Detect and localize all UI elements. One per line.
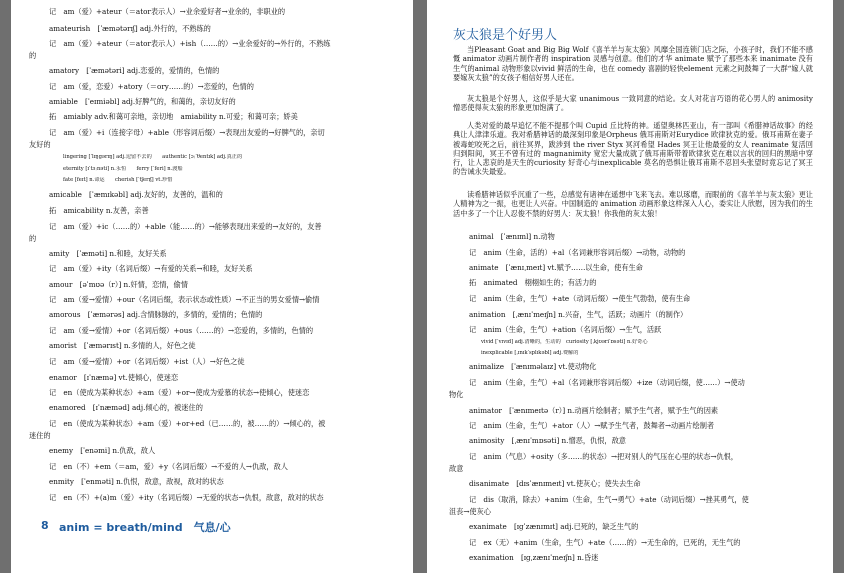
left-entry-line: amiable [ˈeɪmiəbl] adj.好脾气的，和蔼的，亲切友好的 bbox=[49, 97, 236, 106]
left-page bbox=[11, 0, 413, 573]
left-entry-line: enmity [ˈenməti] n.仇恨，敌意，敌视，敌对的状态 bbox=[49, 477, 224, 486]
left-entry-line: 记 am（爱→爱情）+or（名词后缀）+ist（人）→好色之徒 bbox=[49, 357, 245, 366]
left-entry-line: 记 am（爱）+ity（名词后缀）→有爱的关系→和睦，友好关系 bbox=[49, 264, 253, 273]
left-entry-line: 记 am（爱，恋爱）+atory（＝ory……的）→恋爱的，色情的 bbox=[49, 82, 254, 91]
right-entry-line: inexplicable [ˌɪnɪkˈsplɪkəbl] adj.费解的 bbox=[481, 350, 579, 356]
right-entry-line: exanimation [ɪgˌzænɪˈmeɪʃn] n.昏迷 bbox=[469, 553, 599, 562]
left-entry-line: amorist [ˈæmərɪst] n.多情的人，好色之徒 bbox=[49, 341, 196, 350]
right-entry-line: animosity [ˌænɪˈmɒsəti] n.憎恶，仇恨，敌意 bbox=[469, 436, 626, 445]
left-entry-line: 友好的 bbox=[29, 140, 51, 149]
right-entry-line: 拓 animated 栩栩如生的；有活力的 bbox=[469, 278, 597, 287]
left-entry-line: lingering [ˈlɪŋgərɪŋ] adj.逗留不去的 authentic [ɔːˈθentɪk] adj.真正的 bbox=[63, 154, 243, 160]
left-entry-line: 记 am（爱）+i（连接字母）+able（形容词后缀）→表现出友爱的→好脾气的，亲切 bbox=[49, 128, 325, 137]
section-title: anim = breath/mind 气息/心 bbox=[59, 521, 231, 534]
right-entry-line: 记 anim（生命，生气）+ator（人）→赋予生气者，鼓舞者→动画片绘制者 bbox=[469, 421, 715, 430]
right-entry-line: 记 anim（生命，生气）+ation（名词后缀）→生气，活跃 bbox=[469, 325, 662, 334]
left-entry-line: 记 en（使成为某种状态）+am（爱）+or→使成为爱慕的状态→使倾心，使迷恋 bbox=[49, 388, 310, 397]
right-entry-line: 敌意 bbox=[449, 464, 464, 473]
right-entry-line: 记 anim（气息）+osity（多……的状态）→把对别人的气压在心里的状态→仇恨， bbox=[469, 452, 738, 461]
right-entry-line: animator [ˈænɪmeɪtə（r）] n.动画片绘制者；赋予生气者，赋予生气的因素 bbox=[469, 406, 719, 415]
story-paragraph: 当Pleasant Goat and Big Big Wolf《喜羊羊与灰太狼》风靡全国连锁门店之际，小孩子时，我们不能不感慨 animator 动画片制作者的 inspiration 灵感与创意。他们的才华 animate 赋予了那些本来 inanimate 没有生气的animal 动物形象以vivid 鲜活的生命，也在 comedy 喜剧的轻快element 元素之间鼓舞了一大群“嫁人就要嫁灰太狼”的女孩子相信好男人还在。 bbox=[453, 45, 813, 82]
right-entry-line: 记 dis（取消，除去）+anim（生命，生气→勇气）+ate（动词后缀）→挫其勇气，使 bbox=[469, 495, 749, 504]
right-entry-line: animalize [ˈænɪməlaɪz] vt.使动物化 bbox=[469, 362, 597, 371]
right-entry-line: animate [ˈænɪˌmeɪt] vt.赋予……以生命，使有生命 bbox=[469, 263, 643, 272]
story-title: 灰太狼是个好男人 bbox=[453, 28, 558, 43]
story-paragraph: 灰太狼是个好男人，这似乎是大家 unanimous 一致同意的结论。女人对花言巧语的花心男人的 animosity 憎恶使得灰太狼的形象更加饱满了。 bbox=[453, 94, 813, 113]
right-entry-line: 沮丧→使灰心 bbox=[449, 507, 491, 516]
story-paragraph: 读希腊神话似乎沉重了一些，总感觉有诸神在遥想中飞来飞去。难以琢磨，而眼前的《喜羊羊与灰太狼》更让人精神为之一振，也更让人兴奋。中国制造的 animation 动画形象这样深入人心，委实让人欣慰，因为我们的生活中多了一个让人忍俊不禁的好男人：灰太狼！你我他的灰太狼！ bbox=[453, 190, 813, 218]
left-entry-line: 记 en（不）+(a)m（爱）+ity（名词后缀）→无爱的状态→仇恨，敌意，敌对的状态 bbox=[49, 493, 324, 502]
section-number: 8 bbox=[41, 519, 49, 532]
left-entry-line: 记 am（爱）+ateur（＝ator表示人）+ish（……的）→业余爱好的→外行的，不熟练 bbox=[49, 39, 331, 48]
left-entry-line: amorous [ˈæmərəs] adj.含情脉脉的，多情的，爱情的；色情的 bbox=[49, 310, 263, 319]
left-entry-line: 的 bbox=[29, 51, 37, 60]
right-entry-line: 物化 bbox=[449, 390, 464, 399]
left-entry-line: 拓 amicability n.友善，亲善 bbox=[49, 206, 149, 215]
left-entry-line: amity [ˈæməti] n.和睦，友好关系 bbox=[49, 249, 167, 258]
left-entry-line: 拓 amiably adv.和蔼可亲地，亲切地 amiability n.可爱；和蔼可亲；娇美 bbox=[49, 112, 298, 121]
left-entry-line: amicable [ˈæmɪkəbl] adj.友好的，友善的，温和的 bbox=[49, 190, 223, 199]
left-entry-line: fate [feɪt] n.命运 cherish [ˈtʃerɪʃ] vt.珍惜 bbox=[63, 177, 173, 183]
left-entry-line: 记 en（使成为某种状态）+am（爱）+or+ed（已……的，被……的）→倾心的，被 bbox=[49, 419, 326, 428]
right-entry-line: disanimate [dɪsˈænɪmeɪt] vt.使灰心；使失去生命 bbox=[469, 479, 641, 488]
left-entry-line: 记 am（爱）+ateur（＝ator表示人）→业余爱好者→业余的，非职业的 bbox=[49, 7, 286, 16]
left-entry-line: 的 bbox=[29, 234, 37, 243]
right-entry-line: 记 anim（生命，生气）+ate（动词后缀）→使生气勃勃，使有生命 bbox=[469, 294, 691, 303]
left-entry-line: amateurish [ˈæmətərɪʃ] adj.外行的，不熟练的 bbox=[49, 24, 211, 33]
right-entry-line: animal [ˈænɪml] n.动物 bbox=[469, 232, 555, 241]
right-entry-line: exanimate [ɪgˈzænɪmɪt] adj.已死的，缺乏生气的 bbox=[469, 522, 639, 531]
left-entry-line: enamored [ɪˈnæməd] adj.倾心的，被迷住的 bbox=[49, 403, 203, 412]
left-entry-line: eternity [ɪˈtɜːnəti] n.永恒 ferry [ˈferi] n.渡船 bbox=[63, 166, 183, 172]
right-entry-line: animation [ˌænɪˈmeɪʃn] n.兴奋，生气，活跃；动画片（的制作） bbox=[469, 310, 688, 319]
right-entry-line: 记 ex（无）+anim（生命，生气）+ate（……的）→无生命的，已死的，无生气的 bbox=[469, 538, 741, 547]
right-entry-line: vivid [ˈvɪvɪd] adj.清晰的，生动的 curiosity [ˌkjʊəriˈɒsəti] n.好奇心 bbox=[481, 339, 648, 345]
story-paragraph: 人类对爱的最早追忆不能不提那个叫 Cupid 丘比特的神。遥望奥林匹亚山，有一部叫《希腊神话故事》的经典让人津津乐道。我对希腊神话的最深刻印象是Orpheus 俄耳甫斯对Eurydice 欧律狄克的爱。俄耳甫斯在妻子被毒蛇咬死之后，前往冥界，跋涉到 the river Styx 冥河希望 Hades 冥王让他最爱的女人 reanimate 复活回归到阳间，冥王不曾有过的 magnanimity 宽宏大量成就了俄耳甫斯带着欧律狄克在难以言状的回归的黑暗中穿行，让人悲哀的是天生的curiosity 好奇心与inexplicable 莫名的恐惧让俄耳甫斯不忍回头张望时竟忘记了冥王的告诫永失最爱。 bbox=[453, 121, 813, 177]
left-entry-line: amour [əˈmʊə（r）] n.奸情，恋情，偷情 bbox=[49, 280, 188, 289]
left-entry-line: amatory [ˈæmətəri] adj.恋爱的，爱情的，色情的 bbox=[49, 66, 220, 75]
left-entry-line: enemy [ˈenəmi] n.仇敌，敌人 bbox=[49, 446, 156, 455]
left-entry-line: enamor [ɪˈnæmə] vt.使倾心，使迷恋 bbox=[49, 373, 179, 382]
right-entry-line: 记 anim（生命，活的）+al（名词兼形容词后缀）→动物，动物的 bbox=[469, 248, 686, 257]
right-entry-line: 记 anim（生命，生气）+al（名词兼形容词后缀）+ize（动词后缀，使……）→使动 bbox=[469, 378, 745, 387]
left-entry-line: 记 am（爱）+ic（……的）+able（能……的）→能够表现出来爱的→友好的，友善 bbox=[49, 222, 322, 231]
left-entry-line: 迷住的 bbox=[29, 431, 51, 440]
left-entry-line: 记 am（爱→爱情）+or（名词后缀）+ous（……的）→恋爱的，多情的，色情的 bbox=[49, 326, 314, 335]
left-entry-line: 记 am（爱→爱情）+our（名词后缀，表示状态或性质）→不正当的男女爱情→偷情 bbox=[49, 295, 320, 304]
left-entry-line: 记 en（不）+em（＝am，爱）+y（名词后缀）→不爱的人→仇敌，敌人 bbox=[49, 462, 288, 471]
right-page bbox=[427, 0, 833, 573]
